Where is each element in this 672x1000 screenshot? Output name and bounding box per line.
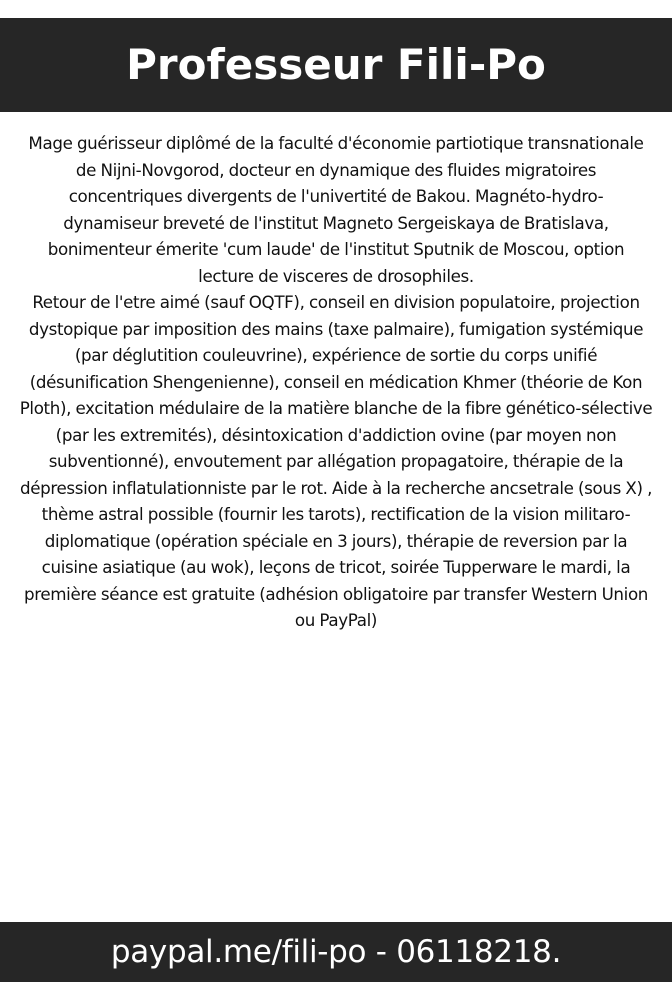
page-title: Professeur Fili-Po — [126, 40, 546, 89]
header-bar — [0, 18, 672, 112]
bio-paragraph: Mage guérisseur diplômé de la faculté d'économie partiotique transnationale de Nijni-Novgorod, docteur en dynamique des fluides migratoires concentriques divergents de l'univertité de Bakou. Magnéto-hydro-dynamiseur breveté de l'institut Magneto Sergeiskaya de Bratislava, bonimenteur émerite 'cum laude' de l'institut Sputnik de Moscou, option lecture de visceres de drosophiles. — [28, 133, 644, 286]
footer-bar — [0, 922, 672, 982]
content-body — [16, 130, 656, 634]
contact-info: paypal.me/fili-po - 06118218. — [110, 933, 562, 970]
services-paragraph: Retour de l'etre aimé (sauf OQTF), conseil en division populatoire, projection dystopique par imposition des mains (taxe palmaire), fumigation systémique (par déglutition couleuvrine), expérience de sortie du corps unifié (désunification Shengenienne), conseil en médication Khmer (théorie de Kon Ploth), excitation médulaire de la matière blanche de la fibre génético-sélective (par les extremités), désintoxication d'addiction ovine (par moyen non subventionné), envoutement par allégation propagatoire, thérapie de la dépression inflatulationniste par le rot. Aide à la recherche ancsetrale (sous X) , thème astral possible (fournir les tarots), rectification de la vision militaro-diplomatique (opération spéciale en 3 jours), thérapie de reversion par la cuisine asiatique (au wok), leçons de tricot, soirée Tupperware le mardi, la première séance est gratuite (adhésion obligatoire par transfer Western Union ou PayPal) — [19, 292, 653, 630]
